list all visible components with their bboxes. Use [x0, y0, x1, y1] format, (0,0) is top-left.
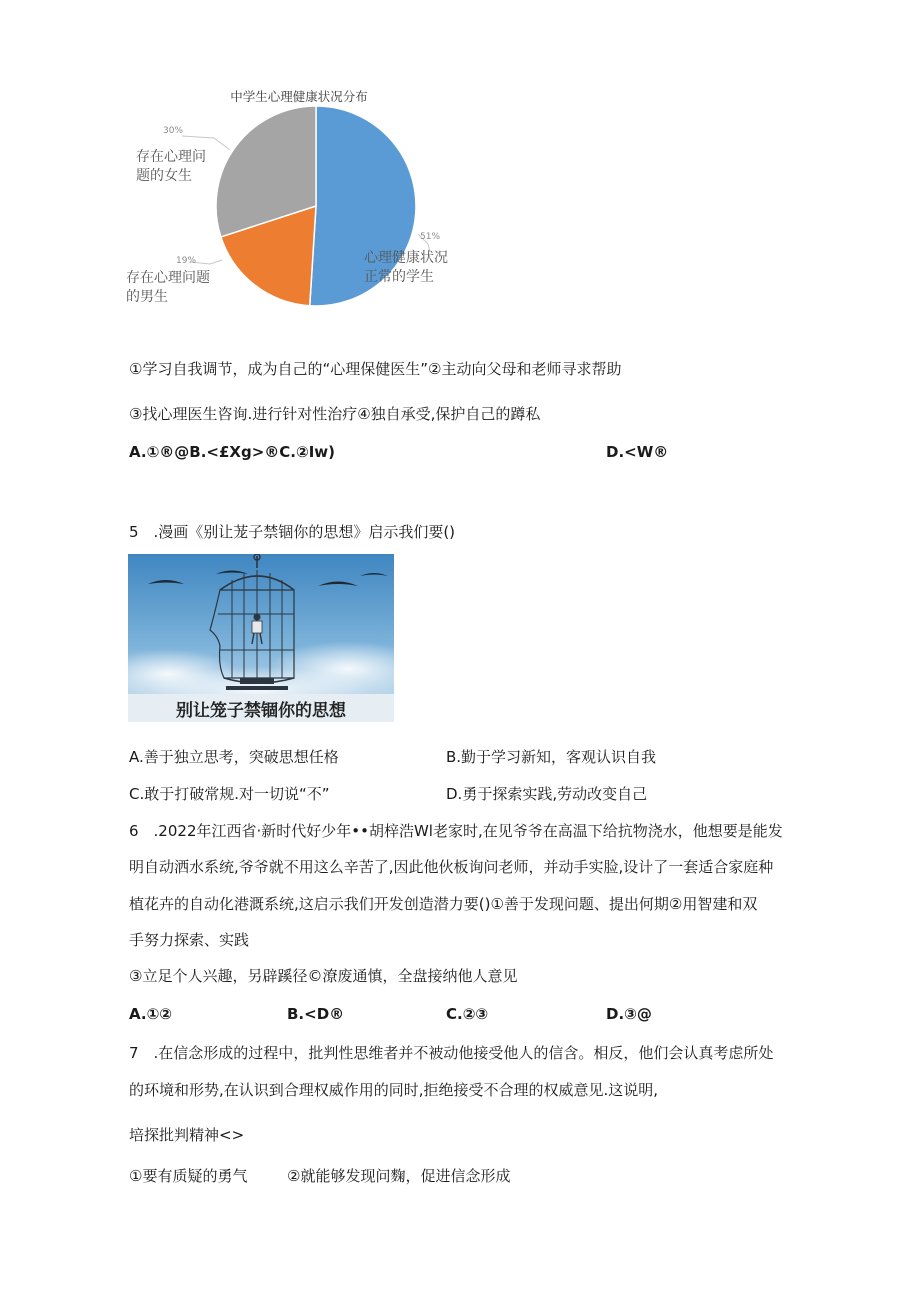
q7-statement-2: ②就能够发现问麴，促进信念形成	[287, 1167, 511, 1185]
q7-stem-line1: 7 .在信念形成的过程中，批判性思维者并不被动他接受他人的信含。相反，他们会认真考虑所处	[129, 1044, 774, 1062]
cartoon-image	[128, 554, 394, 722]
q5-option-b: B.勤于学习新知，客观认识自我	[446, 748, 657, 766]
q7-statement-1: ①要有质疑的勇气	[129, 1167, 248, 1185]
q5-stem: 5 .漫画《别让茏子禁锢你的思想》启示我们要()	[129, 523, 456, 541]
q6-option-d: D.③@	[606, 1005, 652, 1023]
slice-label-normal-line2: 正常的学生	[364, 269, 434, 285]
pie-chart	[118, 84, 478, 320]
q6-stem-line1: 6 .2022年江西省·新时代好少年••胡梓浩Wl老家时,在见爷爷在高温下给抗物浇水，他想要是能发	[129, 822, 783, 840]
q7-stem-line3: 培探批判精神<>	[129, 1126, 245, 1144]
cartoon-caption: 别让笼子禁锢你的思想	[176, 701, 346, 721]
q5-option-a: A.善于独立思考，突破思想任格	[129, 748, 339, 766]
q5-option-d: D.勇于探索实践,劳动改变自己	[446, 785, 648, 803]
q4-statement-line2: ③找心理医生咨询.进行针对性治疗④独自承受,保护自己的蹲私	[129, 405, 541, 423]
pie-chart-svg	[118, 84, 478, 320]
q6-stem-line5: ③立足个人兴趣，另辟蹊径©潦废通慎，全盘接纳他人意见	[129, 967, 518, 985]
slice-label-male-line1: 存在心理问题	[126, 270, 210, 286]
pct-label-female: 30%	[163, 126, 184, 136]
q4-options-abc: A.①®@B.<£Xg>®C.②Iw)	[129, 443, 335, 461]
pct-label-male: 19%	[176, 256, 197, 266]
q6-stem-line3: 植花卉的自动化港溉系统,这启示我们开发创造潜力要()①善于发现问题、提出何期②用智建和双	[129, 895, 758, 913]
q6-option-a: A.①②	[129, 1005, 172, 1023]
q5-option-c: C.敢于打破常规.对一切说“不”	[129, 785, 330, 803]
q6-stem-line2: 明自动洒水系统,爷爷就不用这么辛苦了,因此他伙板询问老师，并动手实脸,设计了一套适合家庭种	[129, 858, 774, 876]
slice-label-male-line2: 的男生	[126, 289, 168, 305]
q4-statement-line1: ①学习自我调节，成为自己的“心理保健医生”②主动向父母和老师寻求帮助	[129, 360, 622, 378]
q6-option-c: C.②③	[446, 1005, 489, 1023]
pct-label-normal: 51%	[420, 232, 441, 242]
q7-stem-line2: 的环境和形势,在认识到合理权威作用的同时,拒绝接受不合理的权威意见.这说明,	[129, 1081, 659, 1099]
q4-option-d: D.<W®	[606, 443, 669, 461]
q6-stem-line4: 手努力探索、实践	[129, 931, 250, 949]
q6-option-b: B.<D®	[287, 1005, 345, 1023]
leader-line-female	[182, 136, 230, 150]
slice-label-normal-line1: 心理健康状况	[364, 250, 448, 266]
slice-label-female-line2: 题的女生	[136, 168, 192, 184]
chart-title: 中学生心理健康状况分布	[230, 89, 368, 104]
slice-label-female-line1: 存在心理问	[136, 149, 206, 165]
